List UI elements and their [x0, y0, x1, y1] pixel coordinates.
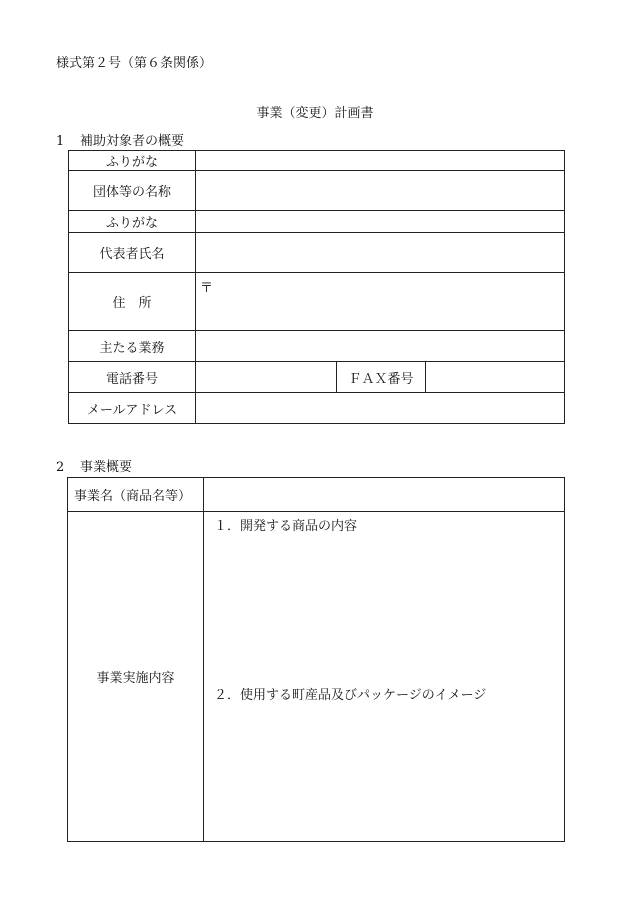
section1-number: 1: [56, 134, 65, 149]
phone-fax-row: [69, 362, 565, 393]
project-content-field[interactable]: [204, 512, 565, 842]
applicant-overview-table: [68, 150, 565, 424]
furigana-label-2: ふりがな: [69, 211, 196, 233]
phone-field[interactable]: [196, 362, 337, 393]
project-content-label: 事業実施内容: [68, 512, 204, 842]
main-business-field[interactable]: [196, 331, 565, 362]
email-row: [69, 393, 565, 424]
furigana-row-1: [69, 151, 565, 171]
main-business-label: 主たる業務: [69, 331, 196, 362]
address-field[interactable]: [196, 273, 565, 331]
form-number: 様式第２号（第６条関係）: [56, 56, 213, 71]
email-field[interactable]: [196, 393, 565, 424]
furigana-field-2[interactable]: [196, 211, 565, 233]
email-label: メールアドレス: [69, 393, 196, 424]
address-label: 住 所: [69, 273, 196, 331]
address-row: [69, 273, 565, 331]
representative-field[interactable]: [196, 233, 565, 273]
furigana-row-2: [69, 211, 565, 233]
main-business-row: [69, 331, 565, 362]
project-name-row: [68, 478, 565, 512]
group-name-row: [69, 171, 565, 211]
furigana-field-1[interactable]: [196, 151, 565, 171]
furigana-label-1: ふりがな: [69, 151, 196, 171]
section1-title: 補助対象者の概要: [80, 134, 185, 149]
document-title: 事業（変更）計画書: [256, 106, 374, 121]
phone-label: 電話番号: [69, 362, 196, 393]
postal-mark: 〒: [200, 281, 214, 296]
project-overview-table: [67, 477, 565, 842]
representative-label: 代表者氏名: [69, 233, 196, 273]
group-name-label: 団体等の名称: [69, 171, 196, 211]
project-name-field[interactable]: [204, 478, 565, 512]
project-name-label: 事業名（商品名等）: [68, 478, 204, 512]
section1-heading: [56, 130, 184, 149]
content-item-materials: ２．使用する町産品及びパッケージのイメージ: [214, 688, 487, 703]
representative-row: [69, 233, 565, 273]
content-item-product: １．開発する商品の内容: [214, 519, 358, 534]
group-name-field[interactable]: [196, 171, 565, 211]
project-content-row: [68, 512, 565, 842]
fax-field[interactable]: [426, 362, 565, 393]
section2-heading: [56, 456, 132, 475]
section2-number: 2: [56, 460, 65, 475]
fax-label: ＦＡＸ番号: [337, 362, 426, 393]
section2-title: 事業概要: [80, 460, 133, 475]
